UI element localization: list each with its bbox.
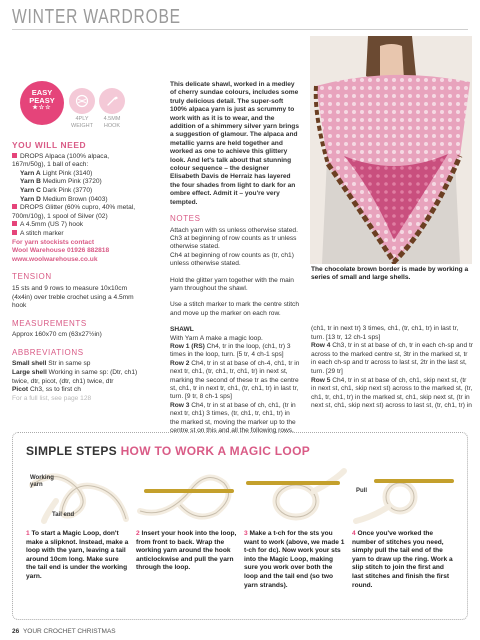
stockist-phone: Wool Warehouse 01926 882818 [12,247,110,255]
you-will-need-heading: YOU WILL NEED [12,140,87,150]
step-4-text: 4 Once you've worked the number of stitches you need, simply pull the tail end of the yarn to draw up the ring. Work a slip stitch to join the first and last stitches and finish the first round. [352,530,453,589]
yarn-b: Yarn B Medium Pink (3720) [20,178,102,186]
difficulty-badge [20,81,64,125]
pull-label: Pull [356,488,368,494]
hold-instruction: Hold the glitter yarn together with the main yarn throughout the shawl. [170,276,294,292]
yarn-c: Yarn C Dark Pink (3770) [20,186,93,194]
materials-item: DROPS Alpaca (100% alpaca, 167m/50g), 1 ball of each: [12,152,110,169]
step-1-image [26,461,130,525]
abbreviations-heading: ABBREVIATIONS [12,347,84,357]
abbrev-picot: Picot Ch3, ss to first ch [12,386,81,394]
tension-text: 15 sts and 9 rows to measure 10x10cm (4x4in) over treble crochet using a 4.5mm hook [12,284,134,310]
row-1: Row 1 (RS) Ch4, tr in the loop, (ch1, tr) 3 times in the loop, turn. [5 tr, 4 ch-1 sps] [170,342,291,359]
badge-line1: EASY [31,88,53,97]
yarn-ball-icon [69,88,95,114]
step-2-text: 2 Insert your hook into the loop, from front to back. Wrap the working yarn around the hook anticlockwise and pull the yarn through the loop. [136,530,237,572]
crochet-hook-icon [99,88,125,114]
materials-item: A stitch marker [12,230,138,239]
shawl-photo [310,36,472,264]
notes-line: Attach yarn with ss unless otherwise stated. [170,226,298,234]
working-yarn-label: Working yarn [30,475,54,488]
simple-steps-title: SIMPLE STEPS HOW TO WORK A MAGIC LOOP [26,444,311,458]
tension-heading: TENSION [12,272,52,282]
badge-line2: PEASY [29,96,55,105]
hook-spec [98,88,126,129]
yarn-a: Yarn A Light Pink (3140) [20,169,93,177]
abbrev-small-shell: Small shell Str in same sp [12,360,91,368]
materials-column [12,141,138,403]
tail-end-label: Tail end [52,512,75,518]
photo-caption: The chocolate brown border is made by working a series of small and large shells. [311,266,469,282]
page-number: 26 [12,628,20,635]
marker-instruction: Use a stitch marker to mark the centre stitch and move up the marker on each row. [170,301,299,317]
step-3-text: 3 Make a t-ch for the sts you want to work (above, we made 1 t-ch for dc). Now work your sts into the Magic Loop, making sure you work over both the loop and the tail end (so two yarn strands). [244,530,345,589]
bullet-icon [12,153,17,158]
page-section-title: WINTER WARDROBE [12,6,181,28]
bullet-icon [12,230,17,235]
bullet-icon [12,221,17,226]
hook-label: 4.5MM HOOK [103,116,121,129]
intro-paragraph: This delicate shawl, worked in a medley of cherry sundae colours, includes some truly delicious detail. The super-soft 100% alpaca yarn is just as scrummy to work with as it is to wear, and the addition of a shimmery silver yarn brings a suggestion of glamour. The alpaca and metallic yarns are held together and worked as one to achieve this glittery look. And let's talk about that stunning colour sequence – the designer Elisabeth Davis de Herraiz has layered the four shades from light to dark for an ombre effect. Admit it – you're very tempted. [170,81,299,206]
weight-label: 4PLY WEIGHT [71,116,93,129]
weight-spec [68,88,96,129]
notes-line: Ch4 at beginning of row counts as (tr, ch1) unless otherwise stated. [170,251,294,268]
page-footer [12,628,116,635]
row-4: Row 4 Ch3, tr in st at base of ch, tr in each ch-sp and tr across to the marked centre st, 3tr in the marked st, tr in each ch-sp and tr across to last st, 2tr in the last st, turn. [29 tr] [311,342,473,375]
materials-item: DROPS Glitter (60% cupro, 40% metal, 700m/10g), 1 spool of Silver (02) [12,204,136,220]
pattern-column [170,81,300,435]
stockist-url[interactable]: www.woolwarehouse.co.uk [12,255,98,263]
row-3: Row 3 Ch4, tr in st at base of ch, ch1, (tr in next tr, ch1) 3 times, (tr, ch1, tr, ch1, tr) in the marked st, moving the marker up to the centre st on this and all the following rows, [170,401,296,435]
shawl-heading: SHAWL [170,326,194,334]
row-3-continued: (ch1, tr in next tr) 3 times, ch1, (tr, ch1, tr) in last tr, turn. [13 tr, 12 ch-1 sps] [311,325,459,341]
abbrev-see-more: For a full list, see page 128 [12,394,92,402]
bullet-icon [12,204,17,209]
step-4-image [352,461,456,525]
notes-heading: NOTES [170,214,201,224]
measurements-text: Approx 160x70 cm (63x27½in) [12,331,102,339]
header-divider [12,29,468,30]
notes-line: Ch3 at beginning of row counts as tr unless otherwise stated. [170,234,297,251]
row-2: Row 2 Ch4, tr in st at base of ch-4, ch1, tr in next tr, ch1, (tr, ch1, tr, ch1, tr) in next st, marking the second of these tr as the centre st, ch1, tr in next tr, ch1, (tr, ch1, tr) in last tr, turn. [9 tr, 8 ch-1 sps] [170,359,300,401]
yarn-d: Yarn D Medium Brown (0403) [20,195,108,203]
pattern-column-continued [311,325,473,411]
measurements-heading: MEASUREMENTS [12,318,87,328]
step-3-image [244,461,348,525]
star-rating-icon: ★☆☆ [32,105,52,111]
step-1-text: 1 To start a Magic Loop, don't make a slipknot. Instead, make a loop with the yarn, leaving a tail around 10cm long. Make sure the tail end is under the working yarn. [26,530,129,580]
shawl-intro: With Yarn A make a magic loop. [170,334,263,342]
stockist-line: For yarn stockists contact [12,238,95,246]
magazine-name: YOUR CROCHET CHRISTMAS [22,628,116,635]
materials-item: A 4.5mm (US 7) hook [12,221,138,230]
step-2-image [136,461,240,525]
row-5: Row 5 Ch4, tr in st at base of ch, ch1, skip next st, (tr in next st, ch1, skip next st) across to the marked st, (tr, ch1, tr, ch1, tr) in the marked st, ch1, skip next st, (tr in next st, ch1, skip next st) across to last st, (tr, ch1, tr) in [311,376,473,410]
abbrev-large-shell: Large shell Working in same sp: (Dtr, ch1) twice, dtr, picot, (dtr, ch1) twice, dtr [12,369,138,385]
